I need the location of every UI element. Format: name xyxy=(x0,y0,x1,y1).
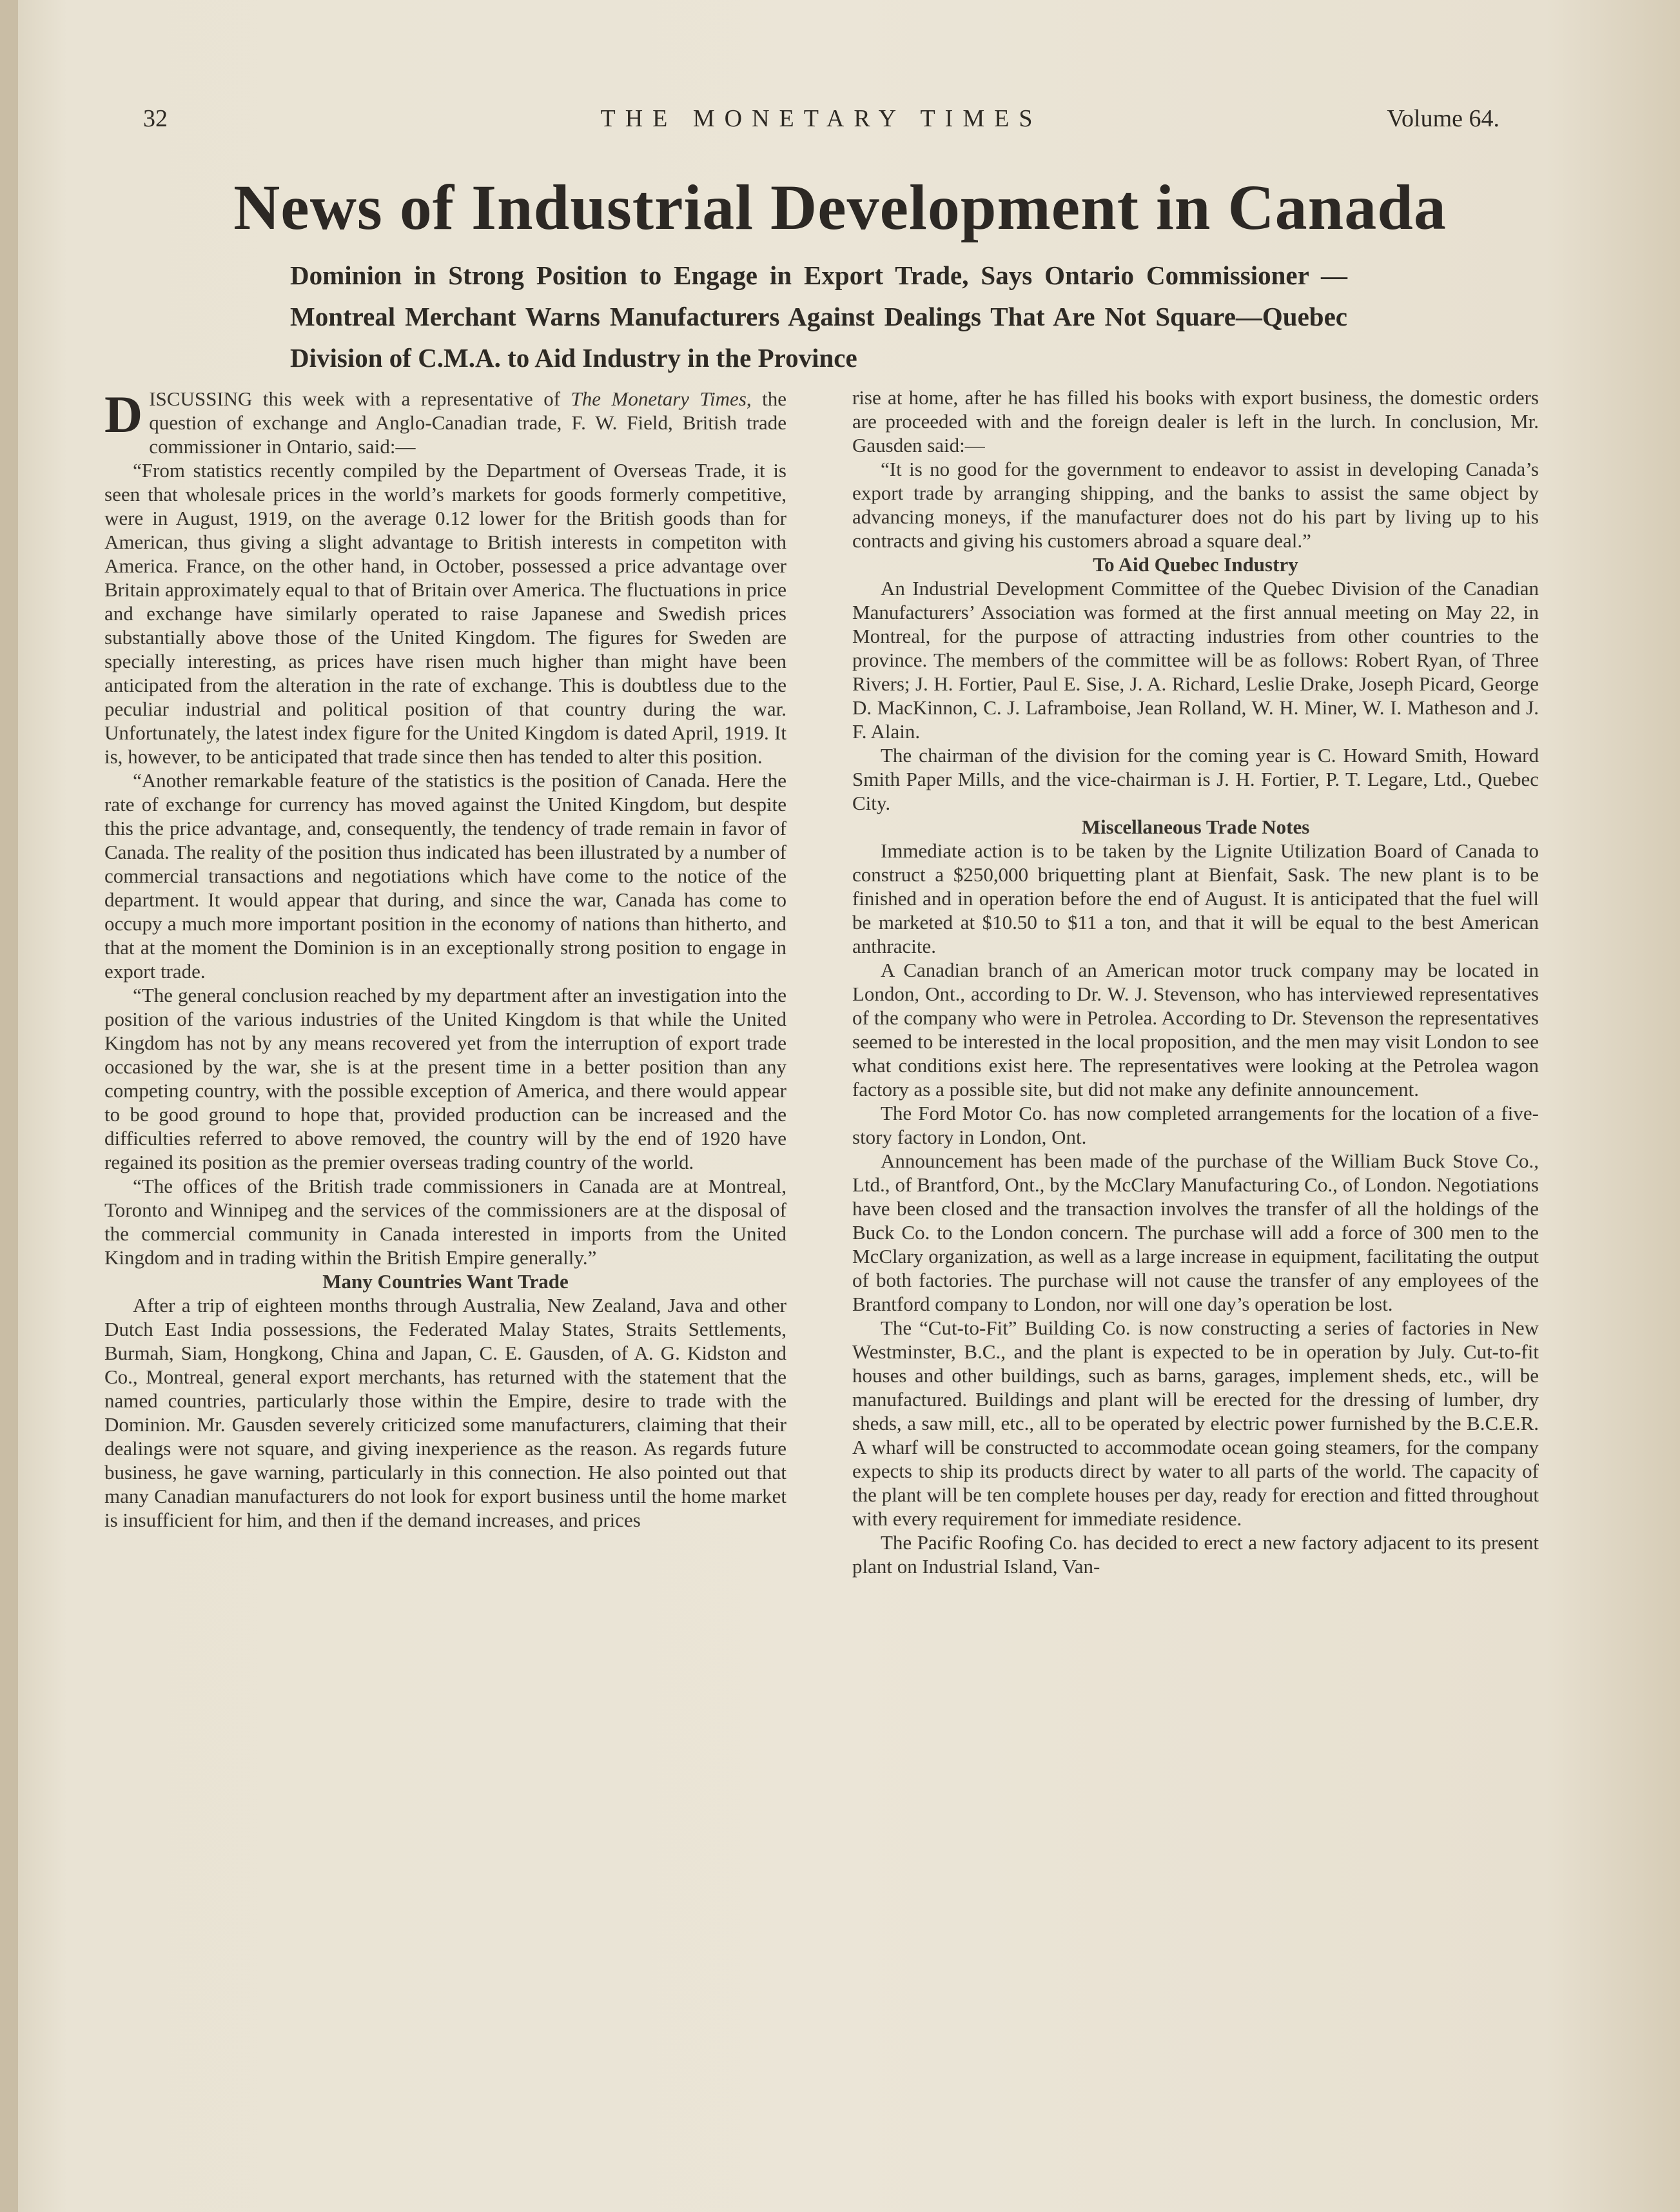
body-paragraph: The Ford Motor Co. has now completed arrangements for the location of a five-story factory in London, Ont. xyxy=(852,1102,1539,1148)
body-paragraph: The Pacific Roofing Co. has decided to erect a new factory adjacent to its present plant on Industrial Island, Van- xyxy=(852,1531,1539,1578)
page-number: 32 xyxy=(143,105,168,132)
body-paragraph: An Industrial Development Committee of the Quebec Division of the Canadian Manufacturers’ Association was formed at the first annual meeting on May 22, in Montreal, for the purpose of attracting industries from other countries to the province. The members of the committee will be as follows: Robert Ryan, of Three Rivers; J. H. Fortier, Paul E. Sise, J. A. Richard, Leslie Drake, Joseph Picard, George D. MacKinnon, C. J. Laframboise, Jean Rolland, W. H. Miner, W. I. Matheson and J. F. Alain. xyxy=(852,577,1539,743)
body-paragraph: A Canadian branch of an American motor truck company may be located in London, Ont., according to Dr. W. J. Stevenson, who has interviewed representatives of the company who were in Petrolea. According to Dr. Stevenson the representatives seemed to be interested in the local proposition, and the men may visit London to see what conditions exist here. The representatives were looking at the Petrolea wagon factory as a possible site, but did not make any definite announcement. xyxy=(852,959,1539,1101)
quote-paragraph: “It is no good for the government to endeavor to assist in developing Canada’s export trade by arranging shipping, and the banks to assist the same object by advancing moneys, if the manufacturer does not do his part by living up to his contracts and giving his customers abroad a square deal.” xyxy=(852,458,1539,552)
body-paragraph: “From statistics recently compiled by the Department of Overseas Trade, it is seen that wholesale prices in the world’s markets for goods formerly competitive, were in August, 1919, on the average 0.12 lower for the British goods than for American, thus giving a slight advantage to British interests in competiton with America. France, on the other hand, in October, possessed a price advantage over Britain approximately equal to that of Britain over America. The fluctuations in price and exchange have similarly operated to raise Japanese and Swedish prices substantially above those of the United Kingdom. The figures for Sweden are specially interesting, as prices have risen much higher than might have been anticipated from the alteration in the rate of exchange. This is doubtless due to the peculiar industrial and political position of that country during the war. Unfortunately, the latest index figure for the United Kingdom is dated April, 1919. It is, however, to be anticipated that trade since then has tended to alter this position. xyxy=(104,459,786,768)
intro-paragraph xyxy=(104,387,786,458)
continuation-paragraph: rise at home, after he has filled his books with export business, the domestic orders are proceeded with and the foreign dealer is left in the lurch. In conclusion, Mr. Gausden said:— xyxy=(852,386,1539,456)
body-paragraph: Immediate action is to be taken by the Lignite Utilization Board of Canada to construct a $250,000 briquetting plant at Bienfait, Sask. The new plant is to be finished and in operation before the end of August. It is anticipated that the fuel will be marketed at $10.50 to $11 a ton, and that it will be equal to the best American anthracite. xyxy=(852,839,1539,957)
left-column xyxy=(104,387,786,1532)
publication-name: The Monetary Times xyxy=(571,387,747,410)
journal-name: THE MONETARY TIMES xyxy=(600,105,1042,132)
section-heading-many-countries: Many Countries Want Trade xyxy=(322,1270,569,1293)
volume-number: Volume 64. xyxy=(1387,105,1499,132)
running-head xyxy=(143,104,1499,137)
body-paragraph: After a trip of eighteen months through Australia, New Zealand, Java and other Dutch East India possessions, the Federated Malay States, Straits Settlements, Burmah, Siam, Hongkong, China and Japan, C. E. Gausden, of A. G. Kidston and Co., Montreal, general export merchants, has returned with the statement that the named countries, particularly those within the Empire, desire to trade with the Dominion. Mr. Gausden severely criticized some manufacturers, claiming that their dealings were not square, and giving inexperience as the reason. As regards future business, he gave warning, particularly in this connection. He also pointed out that many Canadian manufacturers do not look for export business until the home market is insufficient for him, and then if the demand increases, and prices xyxy=(104,1294,786,1531)
intro-lead: ISCUSSING this week with a representative of xyxy=(149,387,571,410)
body-paragraph: Announcement has been made of the purchase of the William Buck Stove Co., Ltd., of Brantford, Ont., by the McClary Manufacturing Co., of London. Negotiations have been closed and the transaction involves the transfer of all the holdings of the Buck Co. to the London concern. The purchase will add a force of 300 men to the McClary organization, as well as a large increase in equipment, facilitating the output of both factories. The purchase will not cause the transfer of any employees of the Brantford company to London, nor will one day’s operation be lost. xyxy=(852,1150,1539,1315)
section-heading-misc: Miscellaneous Trade Notes xyxy=(1081,816,1310,838)
body-paragraph: “The offices of the British trade commissioners in Canada are at Montreal, Toronto and Winnipeg and the services of the commissioners are at the disposal of the commercial community in Canada interested in imports from the United Kingdom and in trading within the British Empire generally.” xyxy=(104,1175,786,1269)
body-paragraph: “The general conclusion reached by my department after an investigation into the position of the various industries of the United Kingdom is that while the United Kingdom has not by any means recovered yet from the interruption of export trade occasioned by the war, she is at the present time in a better position than any competing country, with the possible exception of America, and there would appear to be good ground to hope that, provided production can be increased and the difficulties referred to above removed, the country will by the end of 1920 have regained its position as the premier overseas trading country of the world. xyxy=(104,984,786,1173)
drop-cap: D xyxy=(104,385,143,444)
article-subhead: Dominion in Strong Position to Engage in Export Trade, Says Ontario Commissioner — Montreal Merchant Warns Manufacturers Against Dealings That Are Not Square—Quebec Division of C.M.A. to Aid Industry in the Province xyxy=(290,260,1347,373)
page-edge xyxy=(0,0,18,2212)
article-headline: News of Industrial Development in Canada xyxy=(233,171,1447,243)
body-paragraph: “Another remarkable feature of the statistics is the position of Canada. Here the rate of exchange for currency has moved against the United Kingdom, but despite this the price advantage, and, consequently, the tendency of trade remain in favor of Canada. The reality of the position thus indicated has been illustrated by a number of commercial transactions and negotiations which have come to the notice of the department. It would appear that during, and since the war, Canada has come to occupy a much more important position in the economy of nations than hitherto, and that at the moment the Dominion is in an exceptionally strong position to engage in export trade. xyxy=(104,769,786,983)
body-paragraph: The “Cut-to-Fit” Building Co. is now constructing a series of factories in New Westminster, B.C., and the plant is expected to be in operation by July. Cut-to-fit houses and other buildings, such as barns, garages, implement sheds, etc., will be manufactured. Buildings and plant will be erected for the dressing of lumber, dry sheds, a saw mill, etc., all to be operated by electric power furnished by the B.C.E.R. A wharf will be constructed to accommodate ocean going steamers, for the company expects to ship its products direct by water to all parts of the world. The capacity of the plant will be ten complete houses per day, ready for erection and fitted throughout with every requirement for immediate residence. xyxy=(852,1316,1539,1530)
intro-rest: , the question of exchange and Anglo-Canadian trade, F. W. Field, British trade commissioner in Ontario, said:— xyxy=(149,387,786,458)
right-column xyxy=(852,386,1539,1578)
body-paragraph: The chairman of the division for the coming year is C. Howard Smith, Howard Smith Paper Mills, and the vice-chairman is J. H. Fortier, P. T. Legare, Ltd., Quebec City. xyxy=(852,744,1539,814)
section-heading-quebec: To Aid Quebec Industry xyxy=(1093,553,1298,576)
